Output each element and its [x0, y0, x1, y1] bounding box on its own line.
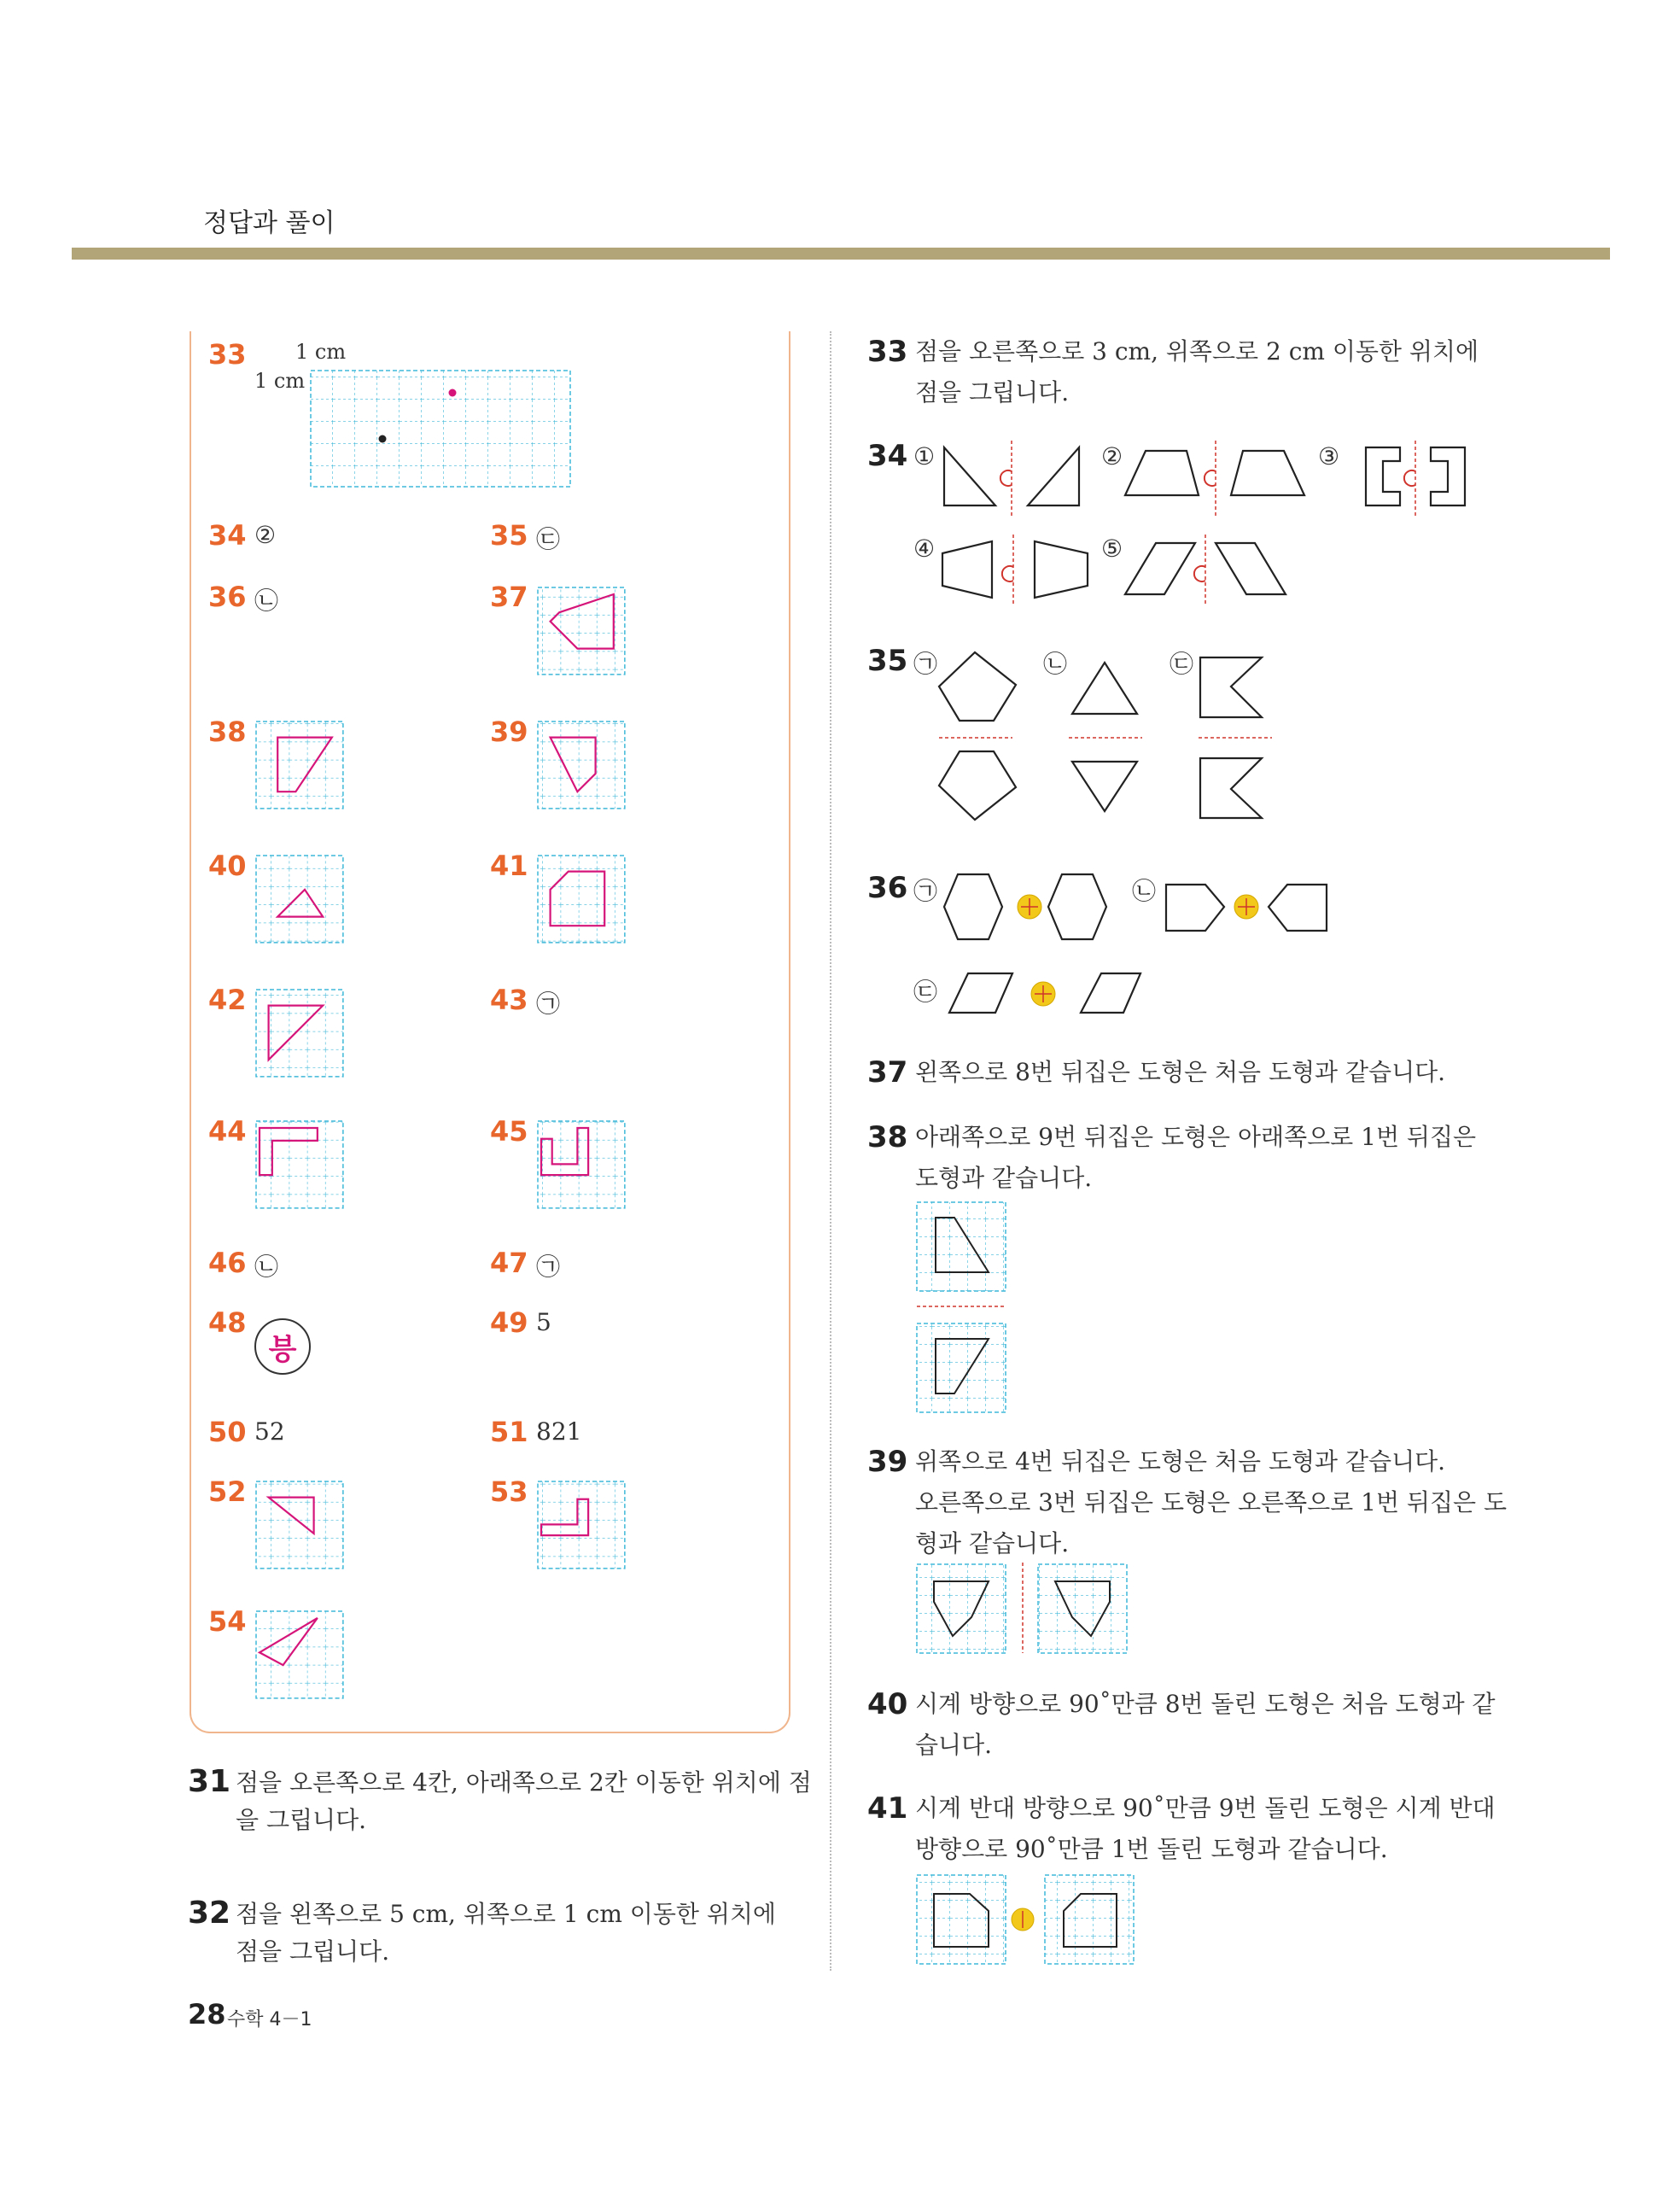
- q41-figures: [917, 1875, 1134, 1964]
- grid-label-horizontal: 1 cm: [295, 340, 347, 364]
- explanation-number: 36: [867, 871, 908, 905]
- q34-figure-2: [1125, 441, 1304, 516]
- answer-number: 40: [208, 850, 247, 882]
- q36-figure-3: [949, 973, 1140, 1013]
- explanation-number: 40: [867, 1687, 908, 1721]
- explanation-line: 점을 오른쪽으로 3 cm, 위쪽으로 2 cm 이동한 위치에: [915, 337, 1479, 365]
- explanation-number: 31: [188, 1764, 231, 1799]
- answer-number: 51: [490, 1416, 528, 1448]
- q38-figures: [917, 1202, 1006, 1412]
- explanation-line: 시계 방향으로 90˚만큼 8번 돌린 도형은 처음 도형과 같: [915, 1690, 1496, 1718]
- explanation-number: 38: [867, 1120, 908, 1154]
- q34-figure-5: [1125, 535, 1286, 606]
- explanation-line: 점을 왼쪽으로 5 cm, 위쪽으로 1 cm 이동한 위치에: [236, 1900, 776, 1928]
- choice-label: ⑤: [1101, 535, 1123, 563]
- answer-number: 44: [208, 1115, 247, 1148]
- answer-number: 36: [208, 581, 247, 613]
- choice-label: ③: [1318, 442, 1340, 470]
- q34-figure-1: [944, 441, 1079, 516]
- explanation-number: 35: [867, 644, 908, 678]
- answer-value: 5: [536, 1308, 551, 1336]
- page-header-title: 정답과 풀이: [203, 208, 335, 238]
- answer-value: ㉡: [254, 587, 279, 615]
- answer-number: 48: [208, 1306, 247, 1339]
- explanation-line: 시계 반대 방향으로 90˚만큼 9번 돌린 도형은 시계 반대: [915, 1794, 1496, 1822]
- explanation-number: 41: [867, 1791, 908, 1826]
- choice-label: ㉢: [1170, 650, 1194, 678]
- answer-value: ㉢: [536, 525, 561, 553]
- q34-figure-3: [1366, 441, 1465, 516]
- answer-number: 50: [208, 1416, 247, 1448]
- explanation-line: 오른쪽으로 3번 뒤집은 도형은 오른쪽으로 1번 뒤집은 도: [915, 1488, 1507, 1516]
- answer-value: ㉠: [536, 1253, 561, 1281]
- q35-figure-2: [1069, 663, 1142, 811]
- answer-number: 38: [208, 716, 247, 748]
- choice-label: ㉡: [1132, 877, 1157, 905]
- answer-number: 49: [490, 1306, 528, 1339]
- explanation-line: 점을 그립니다.: [915, 378, 1070, 406]
- explanation-line: 습니다.: [915, 1731, 993, 1759]
- page-number: 28: [188, 1998, 226, 2030]
- explanation-line: 왼쪽으로 8번 뒤집은 도형은 처음 도형과 같습니다.: [915, 1058, 1446, 1086]
- choice-label: ㉡: [1043, 650, 1068, 678]
- answer-number: 34: [208, 519, 247, 552]
- answer-number: 35: [490, 519, 528, 552]
- explanation-line: 위쪽으로 4번 뒤집은 도형은 처음 도형과 같습니다.: [915, 1447, 1446, 1475]
- explanation-line: 아래쪽으로 9번 뒤집은 도형은 아래쪽으로 1번 뒤집은: [915, 1123, 1477, 1151]
- answer-number: 54: [208, 1605, 247, 1638]
- explanation-number: 32: [188, 1896, 231, 1931]
- choice-label: ①: [913, 442, 936, 470]
- grid-label-vertical: 1 cm: [254, 369, 306, 393]
- q35-figure-3: [1199, 657, 1272, 818]
- choice-label: ㉠: [913, 877, 938, 905]
- answer-number: 33: [208, 338, 247, 371]
- answer-value: ㉡: [254, 1253, 279, 1281]
- answer-number: 45: [490, 1115, 528, 1148]
- explanation-line: 방향으로 90˚만큼 1번 돌린 도형과 같습니다.: [915, 1835, 1388, 1863]
- explanation-number: 37: [867, 1055, 908, 1090]
- answer-number: 46: [208, 1247, 247, 1279]
- answer-number: 43: [490, 984, 528, 1016]
- answer-number: 47: [490, 1247, 528, 1279]
- q34-figure-4: [942, 535, 1088, 606]
- choice-label: ㉢: [913, 978, 938, 1006]
- q36-figure-1: [944, 874, 1106, 939]
- choice-label: ㉠: [913, 650, 938, 678]
- explanation-line: 도형과 같습니다.: [915, 1164, 1093, 1192]
- explanation-line: 점을 오른쪽으로 4칸, 아래쪽으로 2칸 이동한 위치에 점: [236, 1768, 812, 1797]
- answer-number: 39: [490, 716, 528, 748]
- footer-subject: 수학 4－1: [227, 2009, 312, 2030]
- choice-label: ④: [913, 535, 936, 563]
- q39-figures: [917, 1563, 1127, 1653]
- explanation-line: 형과 같습니다.: [915, 1529, 1070, 1557]
- explanation-line: 점을 그립니다.: [236, 1937, 390, 1966]
- answer-number: 53: [490, 1475, 528, 1508]
- explanation-number: 39: [867, 1445, 908, 1479]
- answer-number: 52: [208, 1475, 247, 1508]
- explanation-line: 을 그립니다.: [236, 1806, 367, 1834]
- stamp-answer: 븡: [254, 1318, 311, 1375]
- q36-figure-2: [1166, 885, 1327, 931]
- answer-value: 52: [254, 1417, 285, 1446]
- explanation-number: 34: [867, 439, 908, 473]
- answer-number: 41: [490, 850, 528, 882]
- choice-label: ②: [1101, 442, 1123, 470]
- answer-value: 821: [536, 1417, 582, 1446]
- explanation-number: 33: [867, 335, 908, 369]
- answer-number: 37: [490, 581, 528, 613]
- answer-value: ②: [254, 521, 277, 549]
- q35-figure-1: [939, 652, 1016, 820]
- answer-number: 42: [208, 984, 247, 1016]
- answer-value: ㉠: [536, 990, 561, 1018]
